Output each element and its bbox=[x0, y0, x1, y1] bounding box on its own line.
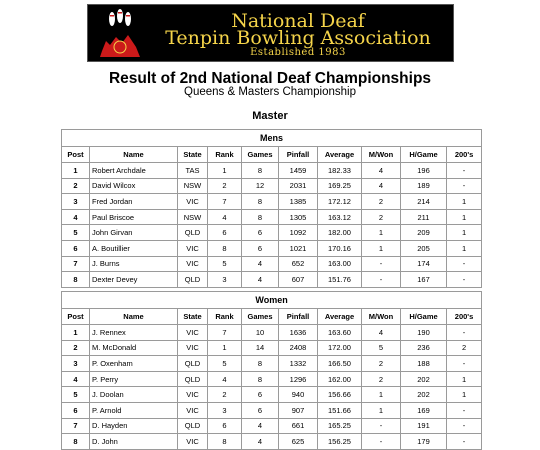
table-cell: 1296 bbox=[279, 371, 318, 387]
table-cell: 940 bbox=[279, 387, 318, 403]
table-cell: QLD bbox=[178, 272, 208, 288]
table-cell: 1 bbox=[447, 225, 482, 241]
table-cell: - bbox=[447, 402, 482, 418]
table-cell: 1 bbox=[362, 225, 401, 241]
table-cell: 202 bbox=[401, 371, 447, 387]
table-cell: 209 bbox=[401, 225, 447, 241]
table-cell: 1636 bbox=[279, 325, 318, 341]
column-header: Pinfall bbox=[279, 309, 318, 325]
table-cell: J. Doolan bbox=[90, 387, 178, 403]
table-cell: 5 bbox=[208, 256, 242, 272]
association-banner bbox=[87, 4, 454, 62]
mens-results-table bbox=[61, 129, 482, 288]
table-cell: 4 bbox=[62, 209, 90, 225]
table-cell: 8 bbox=[242, 356, 279, 372]
column-header: Games bbox=[242, 309, 279, 325]
table-cell: 165.25 bbox=[318, 418, 362, 434]
table-cell: 6 bbox=[242, 402, 279, 418]
table-cell: 3 bbox=[208, 402, 242, 418]
table-cell: 14 bbox=[242, 340, 279, 356]
table-cell: 7 bbox=[62, 418, 90, 434]
table-cell: 652 bbox=[279, 256, 318, 272]
table-cell: Robert Archdale bbox=[90, 163, 178, 179]
column-header: M/Won bbox=[362, 147, 401, 163]
table-cell: 2 bbox=[62, 178, 90, 194]
column-header: 200's bbox=[447, 309, 482, 325]
table-cell: VIC bbox=[178, 340, 208, 356]
table-cell: 7 bbox=[62, 256, 90, 272]
column-header: Games bbox=[242, 147, 279, 163]
column-header: H/Game bbox=[401, 309, 447, 325]
column-header: Post bbox=[62, 147, 90, 163]
table-cell: 4 bbox=[62, 371, 90, 387]
table-cell: 607 bbox=[279, 272, 318, 288]
table-cell: VIC bbox=[178, 325, 208, 341]
banner-established: Established 1983 bbox=[250, 47, 346, 58]
women-caption: Women bbox=[62, 292, 482, 309]
table-cell: - bbox=[447, 418, 482, 434]
table-cell: Dexter Devey bbox=[90, 272, 178, 288]
table-cell: NSW bbox=[178, 209, 208, 225]
table-cell: 214 bbox=[401, 194, 447, 210]
table-cell: 5 bbox=[362, 340, 401, 356]
column-header: Name bbox=[90, 309, 178, 325]
table-cell: NSW bbox=[178, 178, 208, 194]
table-cell: - bbox=[362, 256, 401, 272]
table-cell: J. Rennex bbox=[90, 325, 178, 341]
table-cell: 151.76 bbox=[318, 272, 362, 288]
table-row bbox=[62, 225, 482, 241]
table-cell: 163.00 bbox=[318, 256, 362, 272]
table-cell: 1385 bbox=[279, 194, 318, 210]
table-row bbox=[62, 340, 482, 356]
bowling-logo-icon bbox=[96, 7, 144, 61]
column-header: Name bbox=[90, 147, 178, 163]
column-header: Post bbox=[62, 309, 90, 325]
table-row bbox=[62, 240, 482, 256]
table-cell: - bbox=[447, 434, 482, 450]
table-cell: 1 bbox=[447, 371, 482, 387]
table-cell: QLD bbox=[178, 225, 208, 241]
table-cell: Paul Briscoe bbox=[90, 209, 178, 225]
table-cell: 172.00 bbox=[318, 340, 362, 356]
column-header: State bbox=[178, 309, 208, 325]
table-cell: 236 bbox=[401, 340, 447, 356]
table-cell: 1 bbox=[208, 163, 242, 179]
table-cell: 167 bbox=[401, 272, 447, 288]
table-cell: QLD bbox=[178, 371, 208, 387]
table-cell: 8 bbox=[242, 194, 279, 210]
table-row bbox=[62, 256, 482, 272]
table-cell: 1 bbox=[362, 387, 401, 403]
women-header-row bbox=[62, 309, 482, 325]
table-cell: 12 bbox=[242, 178, 279, 194]
table-cell: 1305 bbox=[279, 209, 318, 225]
table-cell: 2 bbox=[362, 194, 401, 210]
table-cell: 189 bbox=[401, 178, 447, 194]
mens-caption: Mens bbox=[62, 130, 482, 147]
table-cell: 2 bbox=[447, 340, 482, 356]
column-header: Rank bbox=[208, 309, 242, 325]
table-cell: 1021 bbox=[279, 240, 318, 256]
table-cell: 1 bbox=[362, 240, 401, 256]
table-cell: - bbox=[362, 418, 401, 434]
table-cell: VIC bbox=[178, 387, 208, 403]
table-row bbox=[62, 209, 482, 225]
table-cell: - bbox=[362, 434, 401, 450]
table-cell: 1 bbox=[362, 402, 401, 418]
table-cell: 169 bbox=[401, 402, 447, 418]
table-cell: 163.60 bbox=[318, 325, 362, 341]
table-cell: 190 bbox=[401, 325, 447, 341]
table-row bbox=[62, 272, 482, 288]
column-header: State bbox=[178, 147, 208, 163]
table-cell: 7 bbox=[208, 194, 242, 210]
table-cell: 2031 bbox=[279, 178, 318, 194]
column-header: Average bbox=[318, 309, 362, 325]
table-cell: VIC bbox=[178, 402, 208, 418]
table-cell: 8 bbox=[208, 240, 242, 256]
table-cell: 182.00 bbox=[318, 225, 362, 241]
page-subtitle: Queens & Masters Championship bbox=[184, 86, 356, 98]
table-cell: 8 bbox=[242, 209, 279, 225]
table-cell: 196 bbox=[401, 163, 447, 179]
column-header: H/Game bbox=[401, 147, 447, 163]
table-cell: 162.00 bbox=[318, 371, 362, 387]
table-cell: D. Hayden bbox=[90, 418, 178, 434]
table-cell: 156.25 bbox=[318, 434, 362, 450]
table-cell: 156.66 bbox=[318, 387, 362, 403]
table-cell: 4 bbox=[208, 371, 242, 387]
table-cell: - bbox=[447, 163, 482, 179]
table-cell: TAS bbox=[178, 163, 208, 179]
table-cell: 2 bbox=[362, 371, 401, 387]
column-header: Average bbox=[318, 147, 362, 163]
table-cell: 3 bbox=[62, 194, 90, 210]
table-cell: 1 bbox=[62, 163, 90, 179]
column-header: 200's bbox=[447, 147, 482, 163]
table-cell: 1459 bbox=[279, 163, 318, 179]
table-cell: 8 bbox=[242, 163, 279, 179]
table-cell: 4 bbox=[242, 418, 279, 434]
table-cell: 625 bbox=[279, 434, 318, 450]
table-cell: 172.12 bbox=[318, 194, 362, 210]
table-row bbox=[62, 194, 482, 210]
table-cell: 3 bbox=[208, 272, 242, 288]
table-cell: 6 bbox=[62, 402, 90, 418]
table-cell: 6 bbox=[242, 225, 279, 241]
table-cell: 188 bbox=[401, 356, 447, 372]
table-cell: 1332 bbox=[279, 356, 318, 372]
women-results-table bbox=[61, 291, 482, 450]
table-cell: 191 bbox=[401, 418, 447, 434]
table-cell: J. Burns bbox=[90, 256, 178, 272]
women-rows bbox=[62, 325, 482, 450]
table-cell: QLD bbox=[178, 418, 208, 434]
table-cell: 6 bbox=[62, 240, 90, 256]
table-row bbox=[62, 325, 482, 341]
column-header: Rank bbox=[208, 147, 242, 163]
table-cell: 166.50 bbox=[318, 356, 362, 372]
section-heading: Master bbox=[252, 110, 288, 122]
table-cell: 163.12 bbox=[318, 209, 362, 225]
table-cell: D. John bbox=[90, 434, 178, 450]
table-cell: 2408 bbox=[279, 340, 318, 356]
table-cell: 6 bbox=[208, 225, 242, 241]
table-cell: M. McDonald bbox=[90, 340, 178, 356]
table-cell: 4 bbox=[242, 434, 279, 450]
table-cell: 182.33 bbox=[318, 163, 362, 179]
table-row bbox=[62, 356, 482, 372]
table-cell: 174 bbox=[401, 256, 447, 272]
table-cell: 8 bbox=[208, 434, 242, 450]
table-cell: 2 bbox=[362, 356, 401, 372]
table-cell: 169.25 bbox=[318, 178, 362, 194]
table-cell: VIC bbox=[178, 256, 208, 272]
table-cell: 6 bbox=[208, 418, 242, 434]
table-cell: 8 bbox=[62, 434, 90, 450]
table-cell: 211 bbox=[401, 209, 447, 225]
table-cell: VIC bbox=[178, 194, 208, 210]
table-cell: 3 bbox=[62, 356, 90, 372]
table-cell: A. Boutillier bbox=[90, 240, 178, 256]
table-cell: 5 bbox=[208, 356, 242, 372]
table-cell: 2 bbox=[208, 387, 242, 403]
table-cell: 4 bbox=[242, 272, 279, 288]
table-cell: 661 bbox=[279, 418, 318, 434]
table-cell: 8 bbox=[242, 371, 279, 387]
table-cell: VIC bbox=[178, 434, 208, 450]
table-cell: 170.16 bbox=[318, 240, 362, 256]
table-cell: - bbox=[447, 272, 482, 288]
table-cell: 5 bbox=[62, 225, 90, 241]
table-cell: 5 bbox=[62, 387, 90, 403]
table-cell: David Wilcox bbox=[90, 178, 178, 194]
table-cell: 4 bbox=[242, 256, 279, 272]
table-cell: P. Perry bbox=[90, 371, 178, 387]
table-cell: VIC bbox=[178, 240, 208, 256]
table-cell: 907 bbox=[279, 402, 318, 418]
table-cell: 1 bbox=[447, 240, 482, 256]
table-cell: QLD bbox=[178, 356, 208, 372]
table-cell: 6 bbox=[242, 240, 279, 256]
table-cell: 4 bbox=[362, 178, 401, 194]
table-cell: P. Oxenham bbox=[90, 356, 178, 372]
table-cell: - bbox=[447, 325, 482, 341]
table-cell: 4 bbox=[362, 163, 401, 179]
table-row bbox=[62, 418, 482, 434]
table-row bbox=[62, 402, 482, 418]
table-cell: 1 bbox=[447, 387, 482, 403]
table-row bbox=[62, 371, 482, 387]
table-cell: 179 bbox=[401, 434, 447, 450]
table-cell: - bbox=[447, 356, 482, 372]
table-cell: 1 bbox=[62, 325, 90, 341]
table-cell: 4 bbox=[362, 325, 401, 341]
table-cell: John Girvan bbox=[90, 225, 178, 241]
table-cell: 1092 bbox=[279, 225, 318, 241]
page-title: Result of 2nd National Deaf Championships bbox=[108, 70, 432, 87]
table-cell: 202 bbox=[401, 387, 447, 403]
table-cell: - bbox=[447, 178, 482, 194]
table-row bbox=[62, 163, 482, 179]
table-cell: 1 bbox=[208, 340, 242, 356]
table-cell: 205 bbox=[401, 240, 447, 256]
column-header: M/Won bbox=[362, 309, 401, 325]
table-cell: 7 bbox=[208, 325, 242, 341]
table-cell: 151.66 bbox=[318, 402, 362, 418]
table-cell: Fred Jordan bbox=[90, 194, 178, 210]
table-row bbox=[62, 434, 482, 450]
table-cell: P. Arnold bbox=[90, 402, 178, 418]
column-header: Pinfall bbox=[279, 147, 318, 163]
table-cell: 2 bbox=[62, 340, 90, 356]
mens-header-row bbox=[62, 147, 482, 163]
table-cell: 2 bbox=[208, 178, 242, 194]
table-cell: - bbox=[447, 256, 482, 272]
banner-line-2: Tenpin Bowling Association bbox=[165, 27, 431, 49]
table-row bbox=[62, 387, 482, 403]
banner-line-1: National Deaf bbox=[231, 10, 365, 32]
table-cell: 8 bbox=[62, 272, 90, 288]
table-cell: 6 bbox=[242, 387, 279, 403]
table-cell: 10 bbox=[242, 325, 279, 341]
table-cell: 2 bbox=[362, 209, 401, 225]
table-cell: 1 bbox=[447, 209, 482, 225]
table-cell: 4 bbox=[208, 209, 242, 225]
mens-rows bbox=[62, 163, 482, 288]
table-cell: - bbox=[362, 272, 401, 288]
table-cell: 1 bbox=[447, 194, 482, 210]
table-row bbox=[62, 178, 482, 194]
